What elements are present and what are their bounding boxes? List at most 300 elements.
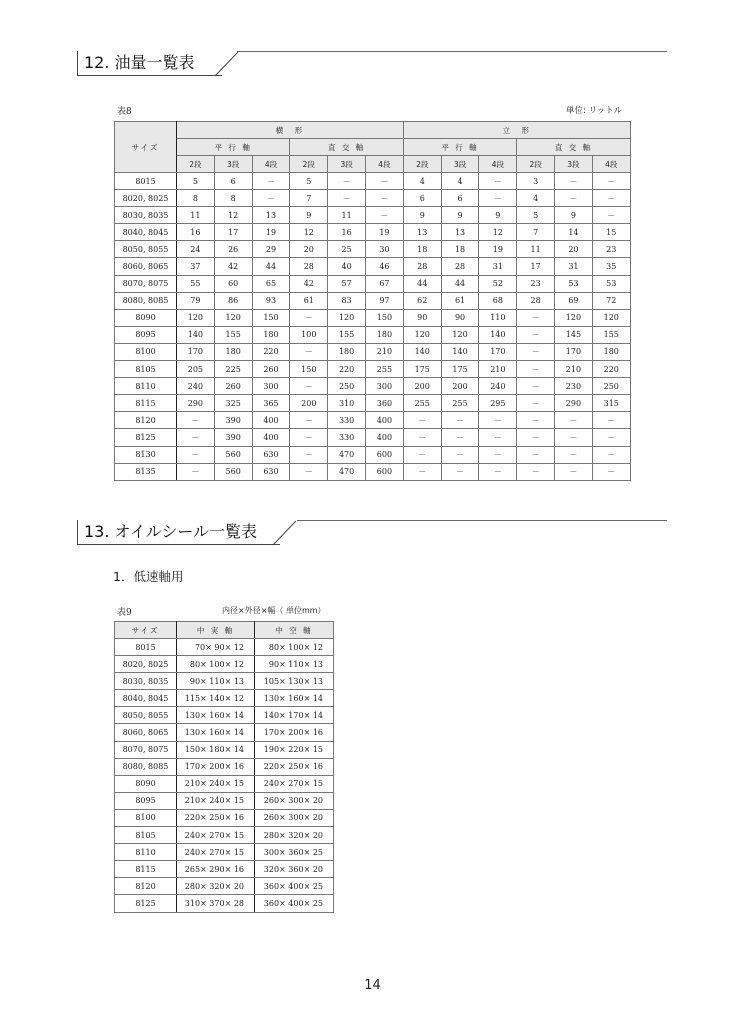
- oil-quantity-cell: 25: [328, 241, 366, 258]
- oil-quantity-cell: －: [592, 190, 630, 207]
- solid-shaft-cell: 240× 270× 15: [177, 827, 255, 844]
- oil-quantity-cell: 44: [441, 275, 479, 292]
- oil-quantity-cell: －: [441, 429, 479, 446]
- oil-quantity-cell: －: [517, 412, 555, 429]
- col-header-stage: 3段: [441, 156, 479, 173]
- col-header-size: サイズ: [115, 622, 177, 639]
- oil-quantity-cell: 180: [365, 326, 403, 343]
- solid-shaft-cell: 280× 320× 20: [177, 878, 255, 895]
- oil-quantity-cell: －: [290, 429, 328, 446]
- table-row: [115, 309, 631, 326]
- oil-quantity-cell: 120: [403, 326, 441, 343]
- oil-quantity-cell: －: [479, 463, 517, 480]
- oil-quantity-cell: 390: [214, 412, 252, 429]
- oil-quantity-cell: －: [479, 446, 517, 463]
- hollow-shaft-cell: 240× 270× 15: [255, 775, 334, 792]
- solid-shaft-cell: 170× 200× 16: [177, 758, 255, 775]
- oil-quantity-cell: 13: [441, 224, 479, 241]
- oil-quantity-cell: 53: [592, 275, 630, 292]
- solid-shaft-cell: 130× 160× 14: [177, 724, 255, 741]
- oil-quantity-cell: 15: [592, 224, 630, 241]
- oil-quantity-cell: 225: [214, 361, 252, 378]
- table-row: [115, 741, 334, 758]
- table-row: [115, 412, 631, 429]
- oil-quantity-cell: 17: [517, 258, 555, 275]
- solid-shaft-cell: 80× 100× 12: [177, 656, 255, 673]
- oil-quantity-cell: －: [517, 429, 555, 446]
- oil-quantity-cell: －: [177, 463, 215, 480]
- oil-quantity-cell: 6: [214, 173, 252, 190]
- hollow-shaft-cell: 360× 400× 25: [255, 895, 334, 912]
- oil-quantity-cell: 200: [290, 395, 328, 412]
- oil-quantity-cell: 12: [290, 224, 328, 241]
- oil-quantity-cell: 560: [214, 446, 252, 463]
- table-row: [115, 241, 631, 258]
- size-cell: 8105: [115, 361, 177, 378]
- oil-quantity-cell: 4: [441, 173, 479, 190]
- oil-quantity-cell: 20: [555, 241, 593, 258]
- oil-quantity-cell: －: [290, 446, 328, 463]
- oil-quantity-cell: 11: [328, 207, 366, 224]
- col-header-v-parallel: 平 行 軸: [403, 139, 516, 156]
- oil-quantity-cell: 5: [177, 173, 215, 190]
- oil-quantity-cell: 11: [177, 207, 215, 224]
- col-header-stage: 4段: [252, 156, 290, 173]
- oil-quantity-cell: 120: [328, 309, 366, 326]
- oil-quantity-cell: 100: [290, 326, 328, 343]
- oil-quantity-cell: 61: [441, 292, 479, 309]
- oil-quantity-cell: －: [365, 173, 403, 190]
- oil-quantity-cell: －: [555, 412, 593, 429]
- oil-quantity-cell: 200: [403, 378, 441, 395]
- hollow-shaft-cell: 130× 160× 14: [255, 690, 334, 707]
- oil-quantity-cell: －: [441, 412, 479, 429]
- oil-quantity-cell: 170: [177, 343, 215, 360]
- oil-quantity-cell: －: [441, 446, 479, 463]
- oil-quantity-cell: 8: [214, 190, 252, 207]
- oil-quantity-cell: 3: [517, 173, 555, 190]
- table-row: [115, 326, 631, 343]
- hollow-shaft-cell: 300× 360× 25: [255, 844, 334, 861]
- size-cell: 8015: [115, 173, 177, 190]
- oil-quantity-cell: 260: [252, 361, 290, 378]
- oil-quantity-cell: 170: [479, 343, 517, 360]
- oil-quantity-cell: 230: [555, 378, 593, 395]
- oil-quantity-cell: 120: [177, 309, 215, 326]
- oil-quantity-cell: －: [252, 190, 290, 207]
- oil-quantity-cell: 150: [252, 309, 290, 326]
- oil-quantity-cell: 330: [328, 412, 366, 429]
- table-row: [115, 224, 631, 241]
- oil-quantity-cell: 9: [290, 207, 328, 224]
- size-cell: 8050, 8055: [115, 241, 177, 258]
- oil-quantity-cell: 330: [328, 429, 366, 446]
- oil-quantity-cell: 600: [365, 463, 403, 480]
- table-row: [115, 429, 631, 446]
- size-cell: 8095: [115, 792, 177, 809]
- oil-quantity-cell: 180: [328, 343, 366, 360]
- oil-quantity-cell: 90: [441, 309, 479, 326]
- oil-quantity-cell: 19: [252, 224, 290, 241]
- oil-quantity-cell: 120: [214, 309, 252, 326]
- section-13-title: 13. オイルシール一覧表: [77, 520, 280, 545]
- oil-quantity-cell: 155: [328, 326, 366, 343]
- col-header-stage: 4段: [479, 156, 517, 173]
- table-row: [115, 395, 631, 412]
- table-row: [115, 258, 631, 275]
- oil-quantity-cell: －: [555, 446, 593, 463]
- oil-quantity-cell: 53: [555, 275, 593, 292]
- oil-quantity-cell: －: [555, 190, 593, 207]
- col-header-stage: 3段: [214, 156, 252, 173]
- hollow-shaft-cell: 260× 300× 20: [255, 792, 334, 809]
- size-cell: 8125: [115, 429, 177, 446]
- oil-quantity-cell: 19: [365, 224, 403, 241]
- oil-quantity-cell: 62: [403, 292, 441, 309]
- oil-quantity-cell: －: [403, 463, 441, 480]
- oil-quantity-cell: 8: [177, 190, 215, 207]
- oil-quantity-cell: 140: [441, 343, 479, 360]
- oil-quantity-cell: 210: [365, 343, 403, 360]
- oil-quantity-cell: －: [177, 446, 215, 463]
- oil-quantity-cell: 28: [441, 258, 479, 275]
- oil-quantity-cell: 28: [403, 258, 441, 275]
- heading-slash-decoration: [271, 520, 301, 546]
- oil-quantity-cell: 630: [252, 463, 290, 480]
- low-speed-shaft-subheading: 1．低速軸用: [113, 569, 184, 584]
- oil-quantity-cell: 9: [479, 207, 517, 224]
- oil-quantity-cell: 200: [441, 378, 479, 395]
- oil-quantity-cell: 9: [555, 207, 593, 224]
- oil-quantity-cell: －: [290, 378, 328, 395]
- size-cell: 8100: [115, 343, 177, 360]
- oil-quantity-cell: 205: [177, 361, 215, 378]
- col-header-stage: 2段: [403, 156, 441, 173]
- size-cell: 8030, 8035: [115, 673, 177, 690]
- oil-quantity-cell: 13: [252, 207, 290, 224]
- heading-rule: [237, 51, 667, 52]
- oil-quantity-cell: 40: [328, 258, 366, 275]
- col-header-horizontal: 横 形: [177, 122, 404, 139]
- oil-quantity-cell: 300: [252, 378, 290, 395]
- col-header-stage: 2段: [517, 156, 555, 173]
- col-header-stage: 3段: [328, 156, 366, 173]
- oil-quantity-cell: －: [517, 463, 555, 480]
- oil-quantity-cell: 23: [592, 241, 630, 258]
- table-8-unit: 単位: リットル: [566, 106, 623, 116]
- size-cell: 8080, 8085: [115, 292, 177, 309]
- hollow-shaft-cell: 80× 100× 12: [255, 639, 334, 656]
- oil-quantity-cell: 365: [252, 395, 290, 412]
- hollow-shaft-cell: 220× 250× 16: [255, 758, 334, 775]
- size-cell: 8060, 8065: [115, 724, 177, 741]
- table-row: [115, 724, 334, 741]
- oil-quantity-cell: 12: [214, 207, 252, 224]
- table-row: [115, 639, 334, 656]
- oil-quantity-cell: 220: [328, 361, 366, 378]
- size-cell: 8095: [115, 326, 177, 343]
- oil-quantity-cell: 120: [441, 326, 479, 343]
- oil-quantity-cell: 20: [290, 241, 328, 258]
- oil-quantity-cell: －: [517, 326, 555, 343]
- oil-quantity-cell: 560: [214, 463, 252, 480]
- hollow-shaft-cell: 360× 400× 25: [255, 878, 334, 895]
- solid-shaft-cell: 240× 270× 15: [177, 844, 255, 861]
- size-cell: 8100: [115, 809, 177, 826]
- oil-quantity-cell: 470: [328, 463, 366, 480]
- oil-quantity-cell: 7: [290, 190, 328, 207]
- solid-shaft-cell: 265× 290× 16: [177, 861, 255, 878]
- oil-quantity-cell: 52: [479, 275, 517, 292]
- oil-quantity-cell: 140: [177, 326, 215, 343]
- oil-quantity-cell: －: [177, 412, 215, 429]
- col-header-h-orthogonal: 直 交 軸: [290, 139, 403, 156]
- oil-quantity-cell: 90: [403, 309, 441, 326]
- table-row: [115, 690, 334, 707]
- size-cell: 8070, 8075: [115, 275, 177, 292]
- table-row: [115, 827, 334, 844]
- oil-quantity-cell: －: [441, 463, 479, 480]
- table-row: [115, 292, 631, 309]
- oil-quantity-cell: 390: [214, 429, 252, 446]
- oil-quantity-cell: －: [592, 463, 630, 480]
- oil-quantity-cell: －: [290, 309, 328, 326]
- table-row: [115, 673, 334, 690]
- size-cell: 8080, 8085: [115, 758, 177, 775]
- oil-quantity-cell: 175: [441, 361, 479, 378]
- solid-shaft-cell: 210× 240× 15: [177, 792, 255, 809]
- oil-quantity-cell: －: [517, 378, 555, 395]
- oil-seal-table: [114, 621, 334, 913]
- oil-quantity-cell: 7: [517, 224, 555, 241]
- oil-quantity-cell: 61: [290, 292, 328, 309]
- size-cell: 8015: [115, 639, 177, 656]
- heading-rule: [297, 520, 667, 521]
- size-cell: 8090: [115, 775, 177, 792]
- oil-quantity-cell: 180: [252, 326, 290, 343]
- oil-quantity-cell: 18: [403, 241, 441, 258]
- size-cell: 8120: [115, 878, 177, 895]
- col-header-stage: 2段: [177, 156, 215, 173]
- oil-quantity-cell: 310: [328, 395, 366, 412]
- hollow-shaft-cell: 260× 300× 20: [255, 809, 334, 826]
- oil-quantity-cell: 110: [479, 309, 517, 326]
- oil-quantity-cell: 46: [365, 258, 403, 275]
- oil-quantity-cell: 42: [214, 258, 252, 275]
- oil-quantity-cell: －: [592, 412, 630, 429]
- size-cell: 8020, 8025: [115, 656, 177, 673]
- oil-quantity-cell: 140: [479, 326, 517, 343]
- table-row: [115, 895, 334, 912]
- table-row: [115, 792, 334, 809]
- oil-quantity-cell: 145: [555, 326, 593, 343]
- oil-quantity-cell: 400: [252, 412, 290, 429]
- table-8-caption: 表8: [117, 107, 132, 117]
- oil-quantity-cell: 220: [592, 361, 630, 378]
- oil-quantity-cell: －: [517, 361, 555, 378]
- oil-quantity-cell: 68: [479, 292, 517, 309]
- size-cell: 8030, 8035: [115, 207, 177, 224]
- size-cell: 8120: [115, 412, 177, 429]
- table-row: [115, 809, 334, 826]
- oil-quantity-cell: 470: [328, 446, 366, 463]
- oil-quantity-cell: －: [177, 429, 215, 446]
- oil-quantity-cell: 210: [479, 361, 517, 378]
- hollow-shaft-cell: 140× 170× 14: [255, 707, 334, 724]
- oil-quantity-cell: 250: [328, 378, 366, 395]
- size-cell: 8115: [115, 395, 177, 412]
- oil-quantity-cell: 16: [328, 224, 366, 241]
- col-header-size: サイズ: [115, 122, 177, 173]
- oil-quantity-cell: 400: [365, 429, 403, 446]
- size-cell: 8050, 8055: [115, 707, 177, 724]
- solid-shaft-cell: 310× 370× 28: [177, 895, 255, 912]
- oil-quantity-cell: 72: [592, 292, 630, 309]
- oil-quantity-cell: 12: [479, 224, 517, 241]
- oil-quantity-cell: 23: [517, 275, 555, 292]
- hollow-shaft-cell: 320× 360× 20: [255, 861, 334, 878]
- table-row: [115, 378, 631, 395]
- oil-quantity-cell: 42: [290, 275, 328, 292]
- oil-quantity-cell: 4: [517, 190, 555, 207]
- col-header-stage: 4段: [592, 156, 630, 173]
- col-header-solid-shaft: 中 実 軸: [177, 622, 255, 639]
- oil-quantity-cell: 290: [555, 395, 593, 412]
- size-cell: 8130: [115, 446, 177, 463]
- size-cell: 8115: [115, 861, 177, 878]
- oil-quantity-cell: 97: [365, 292, 403, 309]
- oil-quantity-cell: －: [328, 190, 366, 207]
- col-header-stage: 3段: [555, 156, 593, 173]
- oil-quantity-cell: 240: [479, 378, 517, 395]
- oil-quantity-cell: －: [517, 309, 555, 326]
- oil-quantity-cell: 5: [517, 207, 555, 224]
- oil-quantity-cell: －: [517, 446, 555, 463]
- oil-quantity-cell: 255: [403, 395, 441, 412]
- oil-quantity-cell: 600: [365, 446, 403, 463]
- oil-quantity-cell: 14: [555, 224, 593, 241]
- solid-shaft-cell: 220× 250× 16: [177, 809, 255, 826]
- oil-quantity-cell: 19: [479, 241, 517, 258]
- hollow-shaft-cell: 190× 220× 15: [255, 741, 334, 758]
- oil-quantity-cell: 155: [592, 326, 630, 343]
- oil-quantity-cell: －: [555, 429, 593, 446]
- size-cell: 8060, 8065: [115, 258, 177, 275]
- size-cell: 8020, 8025: [115, 190, 177, 207]
- size-cell: 8040, 8045: [115, 224, 177, 241]
- table-row: [115, 190, 631, 207]
- oil-quantity-cell: 295: [479, 395, 517, 412]
- oil-quantity-cell: 16: [177, 224, 215, 241]
- oil-quantity-cell: 300: [365, 378, 403, 395]
- oil-quantity-cell: －: [592, 207, 630, 224]
- oil-quantity-cell: 120: [592, 309, 630, 326]
- oil-quantity-cell: －: [403, 446, 441, 463]
- oil-quantity-cell: 31: [479, 258, 517, 275]
- size-cell: 8040, 8045: [115, 690, 177, 707]
- hollow-shaft-cell: 90× 110× 13: [255, 656, 334, 673]
- col-header-hollow-shaft: 中 空 軸: [255, 622, 334, 639]
- oil-quantity-cell: 18: [441, 241, 479, 258]
- solid-shaft-cell: 210× 240× 15: [177, 775, 255, 792]
- heading-slash-decoration: [213, 51, 243, 77]
- table-9-caption: 表9: [117, 608, 132, 618]
- oil-quantity-cell: 150: [290, 361, 328, 378]
- oil-quantity-cell: －: [403, 412, 441, 429]
- oil-quantity-cell: －: [592, 173, 630, 190]
- hollow-shaft-cell: 105× 130× 13: [255, 673, 334, 690]
- table-row: [115, 275, 631, 292]
- oil-quantity-cell: 9: [403, 207, 441, 224]
- oil-quantity-cell: －: [290, 412, 328, 429]
- solid-shaft-cell: 115× 140× 12: [177, 690, 255, 707]
- oil-quantity-cell: 9: [441, 207, 479, 224]
- table-row: [115, 861, 334, 878]
- oil-quantity-cell: 93: [252, 292, 290, 309]
- table-row: [115, 707, 334, 724]
- oil-quantity-cell: －: [479, 190, 517, 207]
- oil-quantity-cell: 86: [214, 292, 252, 309]
- oil-quantity-cell: －: [479, 173, 517, 190]
- size-cell: 8135: [115, 463, 177, 480]
- oil-quantity-cell: 180: [214, 343, 252, 360]
- oil-quantity-cell: 28: [517, 292, 555, 309]
- oil-quantity-cell: 400: [252, 429, 290, 446]
- oil-quantity-cell: 120: [555, 309, 593, 326]
- table-row: [115, 775, 334, 792]
- table-row: [115, 446, 631, 463]
- oil-quantity-cell: 400: [365, 412, 403, 429]
- col-header-h-parallel: 平 行 軸: [177, 139, 290, 156]
- oil-quantity-cell: 325: [214, 395, 252, 412]
- table-row: [115, 173, 631, 190]
- oil-quantity-cell: 79: [177, 292, 215, 309]
- oil-quantity-cell: 67: [365, 275, 403, 292]
- table-row: [115, 343, 631, 360]
- section-12-heading: [77, 51, 667, 77]
- table-row: [115, 844, 334, 861]
- col-header-stage: 4段: [365, 156, 403, 173]
- size-cell: 8105: [115, 827, 177, 844]
- oil-quantity-cell: －: [592, 429, 630, 446]
- size-cell: 8110: [115, 844, 177, 861]
- oil-quantity-cell: 6: [441, 190, 479, 207]
- oil-quantity-cell: 220: [252, 343, 290, 360]
- size-cell: 8125: [115, 895, 177, 912]
- size-cell: 8110: [115, 378, 177, 395]
- oil-quantity-cell: 175: [403, 361, 441, 378]
- oil-quantity-cell: －: [328, 173, 366, 190]
- oil-quantity-cell: 6: [403, 190, 441, 207]
- oil-quantity-cell: 210: [555, 361, 593, 378]
- oil-quantity-cell: 24: [177, 241, 215, 258]
- oil-quantity-cell: 31: [555, 258, 593, 275]
- oil-quantity-cell: 69: [555, 292, 593, 309]
- oil-quantity-cell: －: [517, 343, 555, 360]
- oil-quantity-cell: 44: [403, 275, 441, 292]
- oil-quantity-cell: －: [479, 412, 517, 429]
- oil-quantity-cell: －: [592, 446, 630, 463]
- oil-quantity-cell: 155: [214, 326, 252, 343]
- oil-quantity-cell: 260: [214, 378, 252, 395]
- oil-quantity-cell: 37: [177, 258, 215, 275]
- table-row: [115, 758, 334, 775]
- col-header-vertical: 立 形: [403, 122, 630, 139]
- oil-quantity-cell: 240: [177, 378, 215, 395]
- oil-quantity-cell: 630: [252, 446, 290, 463]
- oil-quantity-cell: 83: [328, 292, 366, 309]
- oil-quantity-cell: 13: [403, 224, 441, 241]
